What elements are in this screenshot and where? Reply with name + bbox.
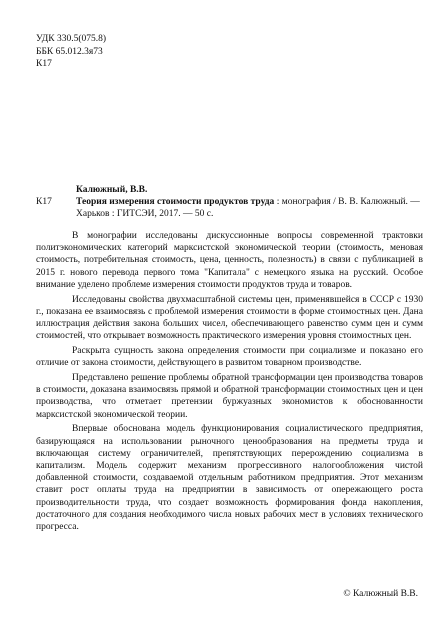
catalog-publisher-row xyxy=(36,208,424,220)
copyright: © Калюжный В.В. xyxy=(343,589,418,599)
catalog-index: К17 xyxy=(36,197,52,207)
author-index-code: К17 xyxy=(36,59,52,69)
catalog-title-row xyxy=(36,196,424,208)
abstract-paragraph: Раскрыта сущность закона определения стоимости при социализме и показано его отличие от закона стоимости, действующего в развитом товарном производстве. xyxy=(36,346,423,369)
catalog-publisher: Харьков : ГИТСЭИ, 2017. — 50 с. xyxy=(76,209,214,219)
catalog-title: Теория измерения стоимости продуктов труда xyxy=(76,197,275,207)
catalog-author: Калюжный, В.В. xyxy=(76,185,148,195)
udk-code: УДК 330.5(075.8) xyxy=(36,34,107,44)
abstract-paragraph: Исследованы свойства двухмасштабной системы цен, применявшейся в СССР с 1930 г., показана ее взаимосвязь с проблемой измерения стоимости в форме стоимостных цен. Дана иллюстрация действия закона больших чисел, обеспечивающего равенство сумм цен и сумм стоимостей, что открывает возможность практического измерения уровня стоимостных цен. xyxy=(36,294,423,342)
classification-codes xyxy=(36,33,106,71)
catalog-author-row xyxy=(36,184,424,196)
abstract-paragraph: Впервые обоснована модель функционирования социалистического предприятия, базирующаяся на использовании рыночного ценообразования на предметы труда и включающая систему ограничителей, препятствующих перерождению социализма в капитализм. Модель содержит механизм прогрессивного налогообложения чистой добавленной стоимости, создаваемой отдельным работником предприятия. Этот механизм ставит рост оплаты труда на предприятии в зависимость от опережающего роста производительности труда, что создает возможность формирования фонда накопления, достаточного для создания необходимого числа новых рабочих мест в условиях технического прогресса. xyxy=(36,424,423,533)
abstract-paragraph: Представлено решение проблемы обратной трансформации цен производства товаров в стоимости, доказана взаимосвязь прямой и обратной трансформации стоимостных цен и цен производства, что отметает претензии буржуазных экономистов к обоснованности марксистской экономической теории. xyxy=(36,373,423,420)
abstract-paragraph: В монографии исследованы дискуссионные вопросы современной трактовки политэкономических категорий марксистской экономической теории (стоимость, меновая стоимость, потребительная стоимость, цена, ценность, полезность) в связи с публикацией в 2015 г. нового перевода первого тома "Капитала" с немецкого языка на русский. Особое внимание уделено проблеме измерения стоимости продуктов труда и товаров. xyxy=(36,231,423,290)
catalog-title-rest: : монография / В. В. Калюжный. — xyxy=(274,197,420,207)
bbk-code: ББК 65.012.3я73 xyxy=(36,46,103,57)
catalog-entry xyxy=(36,184,424,220)
abstract xyxy=(36,230,423,536)
